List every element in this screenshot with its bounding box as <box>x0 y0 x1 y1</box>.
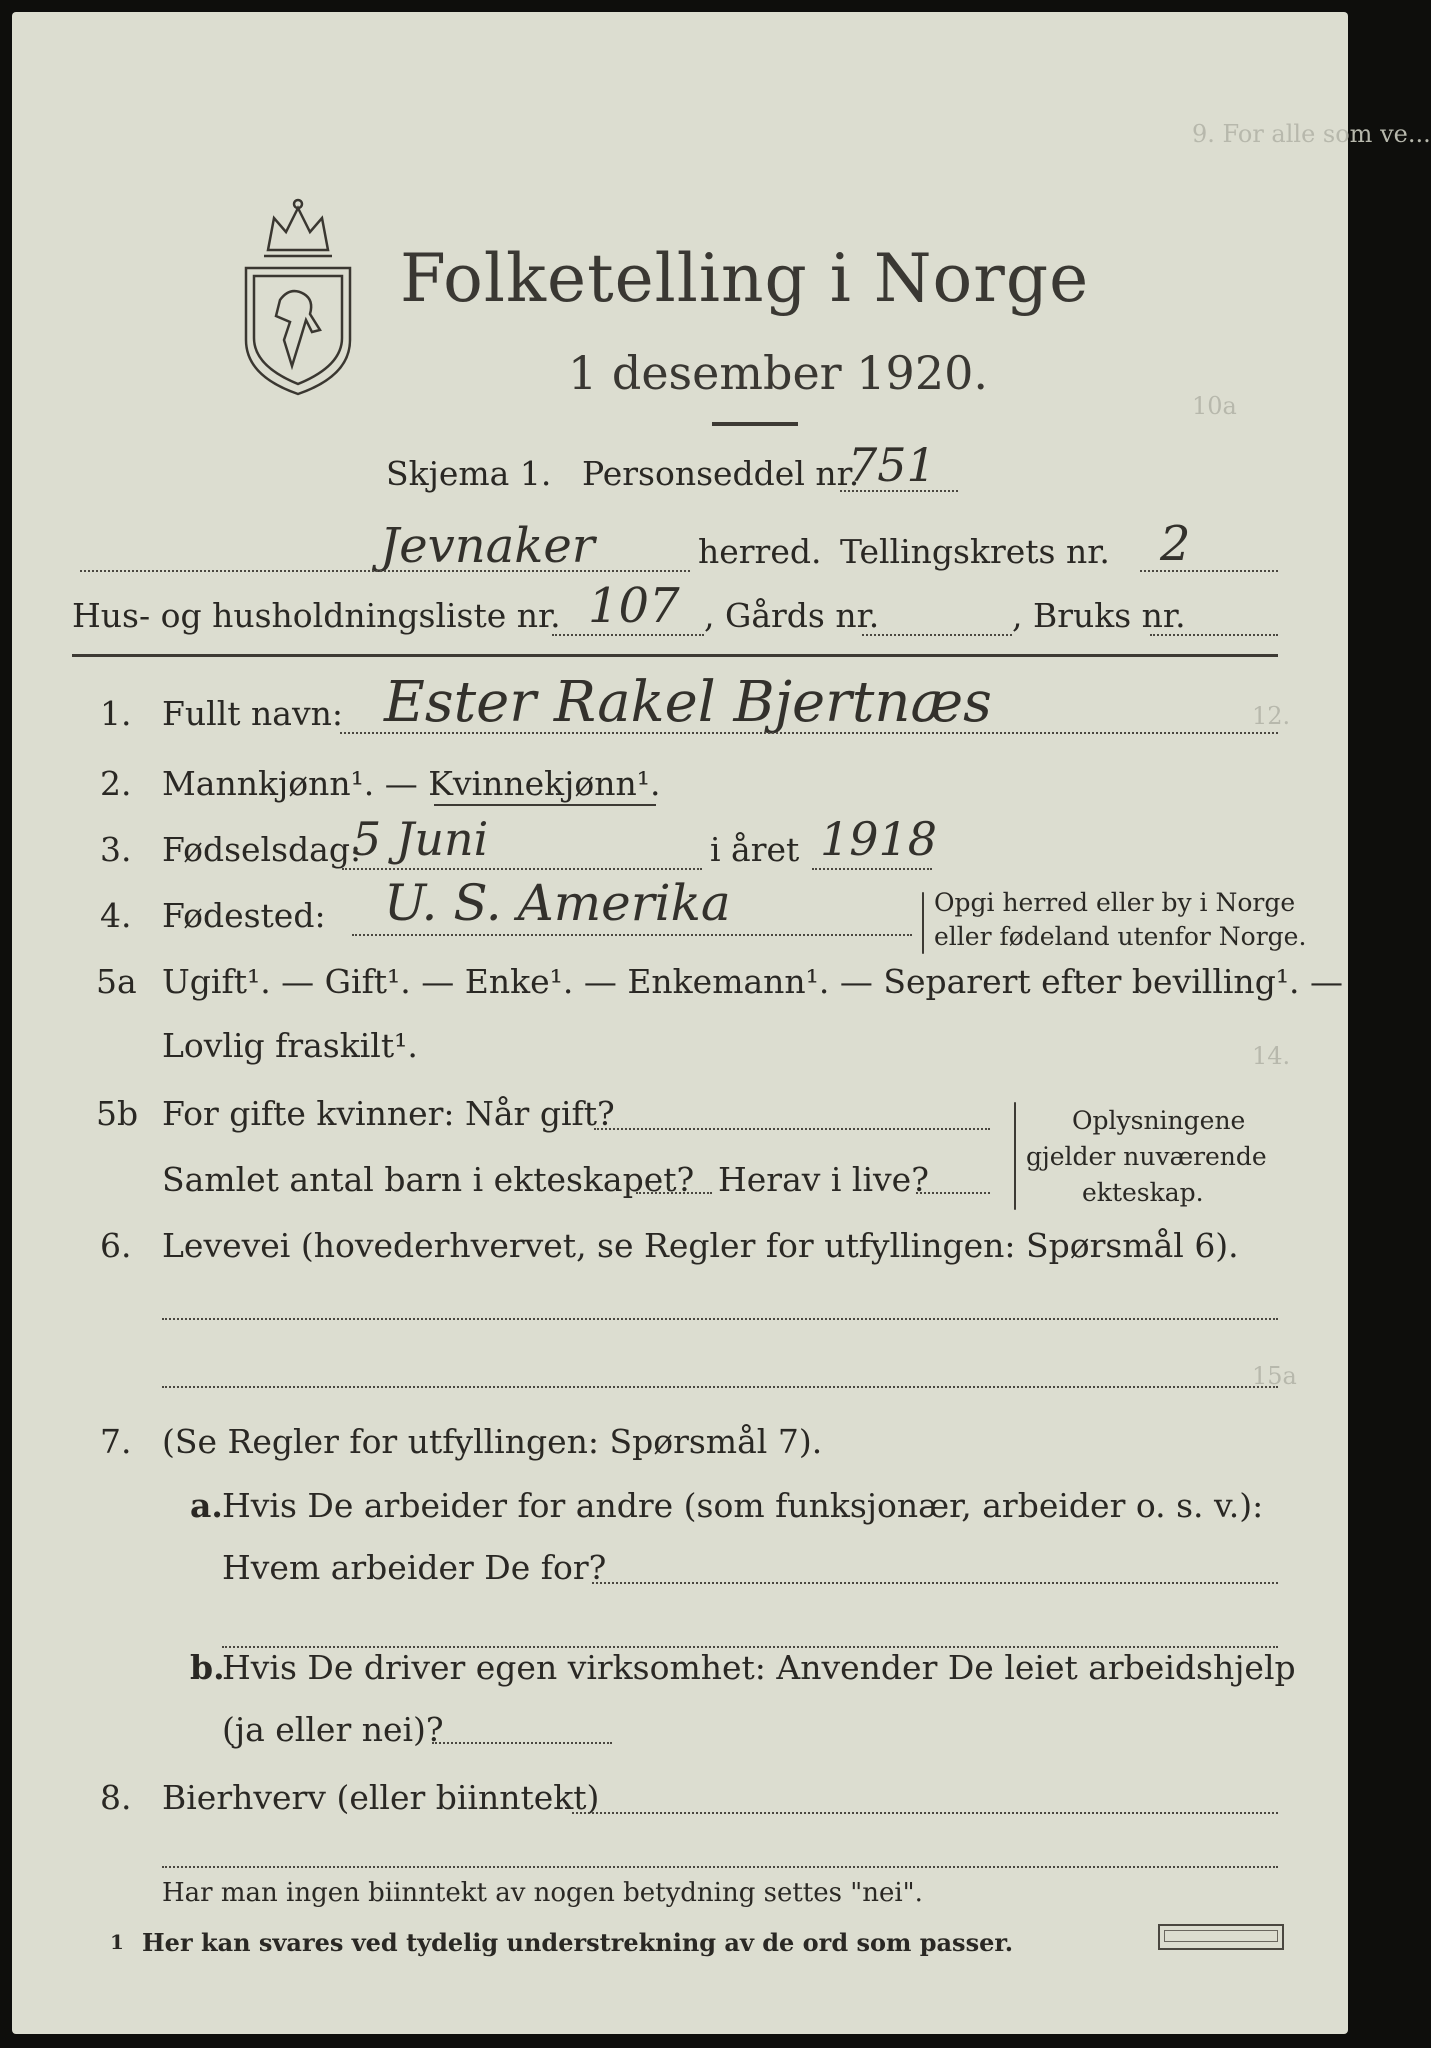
full-name-line <box>340 732 1278 734</box>
q7b-number: b. <box>190 1648 225 1687</box>
occupation-field-line2[interactable] <box>162 1386 1278 1388</box>
gards-number-field[interactable] <box>862 634 1012 636</box>
hired-help-field[interactable] <box>432 1742 612 1744</box>
q5b-line2: Samlet antal barn i ekteskapet? <box>162 1160 695 1199</box>
income-note: Har man ingen biinntekt av nogen betydning settes "nei". <box>162 1878 923 1908</box>
marital-status-options-line2[interactable]: Lovlig fraskilt¹. <box>162 1026 418 1065</box>
q6-number: 6. <box>100 1226 132 1265</box>
side-income-field[interactable] <box>572 1812 1278 1814</box>
bleed-through-text: 12. <box>1252 702 1291 730</box>
marriage-note-line1: Oplysningene <box>1072 1106 1246 1135</box>
herred-name-field[interactable]: Jevnaker <box>380 518 595 574</box>
birthplace-note-line1: Opgi herred eller by i Norge <box>934 888 1296 917</box>
q3-number: 3. <box>100 830 132 869</box>
q1-number: 1. <box>100 694 132 733</box>
husholdningsliste-number-field[interactable]: 107 <box>588 578 680 634</box>
marital-status-options[interactable]: Ugift¹. — Gift¹. — Enke¹. — Enkemann¹. — Separert efter bevilling¹. — <box>162 962 1344 1001</box>
married-date-field[interactable] <box>594 1128 990 1130</box>
norway-coat-of-arms-emblem <box>234 190 362 400</box>
gender-options[interactable]: Mannkjønn¹. — Kvinnekjønn¹. <box>162 764 661 803</box>
tellingskrets-number-field[interactable]: 2 <box>1160 516 1191 572</box>
birthplace-note-brace <box>922 892 924 954</box>
title-divider <box>712 422 798 426</box>
birthplace-line <box>352 934 912 936</box>
bruks-number-field[interactable] <box>1150 634 1278 636</box>
q7a-number: a. <box>190 1486 223 1525</box>
q7b-line2: (ja eller nei)? <box>222 1710 444 1749</box>
birth-date-field[interactable]: 5 Juni <box>352 812 489 866</box>
q1-label: Fullt navn: <box>162 694 343 733</box>
herred-label: herred. <box>698 532 822 571</box>
bleed-through-text: 15a <box>1252 1362 1297 1390</box>
q5b-line1: For gifte kvinner: Når gift? <box>162 1094 615 1133</box>
birth-year-field[interactable]: 1918 <box>820 812 938 866</box>
full-name-field[interactable]: Ester Rakel Bjertnæs <box>384 670 992 735</box>
q7a-line2: Hvem arbeider De for? <box>222 1548 607 1587</box>
personseddel-number-field[interactable]: 751 <box>848 438 936 492</box>
bleed-through-text: 10a <box>1192 392 1237 420</box>
husholdningsliste-label: Hus- og husholdningsliste nr. <box>72 596 561 635</box>
side-income-field-line2[interactable] <box>162 1866 1278 1868</box>
bleed-through-text: 9. For alle som ve... <box>1192 120 1431 148</box>
bruks-label: , Bruks nr. <box>1012 596 1186 635</box>
q8-label: Bierhverv (eller biinntekt) <box>162 1778 600 1817</box>
birthplace-field[interactable]: U. S. Amerika <box>384 874 731 932</box>
form-title: Folketelling i Norge <box>400 240 1090 317</box>
q5a-number: 5a <box>96 962 137 1001</box>
q6-label: Levevei (hovederhvervet, se Regler for utfyllingen: Spørsmål 6). <box>162 1226 1239 1265</box>
q4-number: 4. <box>100 896 132 935</box>
bleed-through-text: 14. <box>1252 1042 1291 1070</box>
employer-field[interactable] <box>592 1582 1278 1584</box>
q8-number: 8. <box>100 1778 132 1817</box>
birth-year-label: i året <box>710 830 800 869</box>
personseddel-label: Personseddel nr. <box>582 454 860 493</box>
header-divider <box>72 654 1278 657</box>
tellingskrets-line <box>1140 570 1278 572</box>
marriage-note-brace <box>1014 1102 1016 1210</box>
census-form <box>12 12 1431 2034</box>
gards-label: , Gårds nr. <box>704 596 880 635</box>
printer-stamp-icon <box>1158 1924 1284 1950</box>
marriage-note-line3: ekteskap. <box>1082 1178 1204 1207</box>
skjema-label: Skjema 1. <box>386 454 552 493</box>
footnote-text: Her kan svares ved tydelig understrekning av de ord som passer. <box>142 1928 1014 1957</box>
q2-number: 2. <box>100 764 132 803</box>
birth-year-line <box>812 868 932 870</box>
q5b-number: 5b <box>96 1094 139 1133</box>
husholdningsliste-line <box>552 634 704 636</box>
birthplace-note-line2: eller fødeland utenfor Norge. <box>934 922 1307 951</box>
footnote-mark: 1 <box>110 1930 124 1954</box>
kvinnekjonn-underline <box>434 804 656 806</box>
personseddel-line <box>840 490 958 492</box>
q7a-line1: Hvis De arbeider for andre (som funksjonær, arbeider o. s. v.): <box>222 1486 1264 1525</box>
q4-label: Fødested: <box>162 896 326 935</box>
q7b-line1: Hvis De driver egen virksomhet: Anvender De leiet arbeidshjelp <box>222 1648 1296 1687</box>
form-date: 1 desember 1920. <box>568 346 988 400</box>
q3-label: Fødselsdag: <box>162 830 362 869</box>
herav-label: Herav i live? <box>718 1160 929 1199</box>
q7-label: (Se Regler for utfyllingen: Spørsmål 7). <box>162 1422 823 1461</box>
tellingskrets-label: Tellingskrets nr. <box>840 532 1110 571</box>
children-alive-field[interactable] <box>916 1192 990 1194</box>
birth-date-line <box>342 868 702 870</box>
marriage-note-line2: gjelder nuværende <box>1026 1142 1267 1171</box>
occupation-field-line1[interactable] <box>162 1318 1278 1320</box>
herred-line <box>80 570 690 572</box>
children-count-field[interactable] <box>636 1192 712 1194</box>
q7-number: 7. <box>100 1422 132 1461</box>
